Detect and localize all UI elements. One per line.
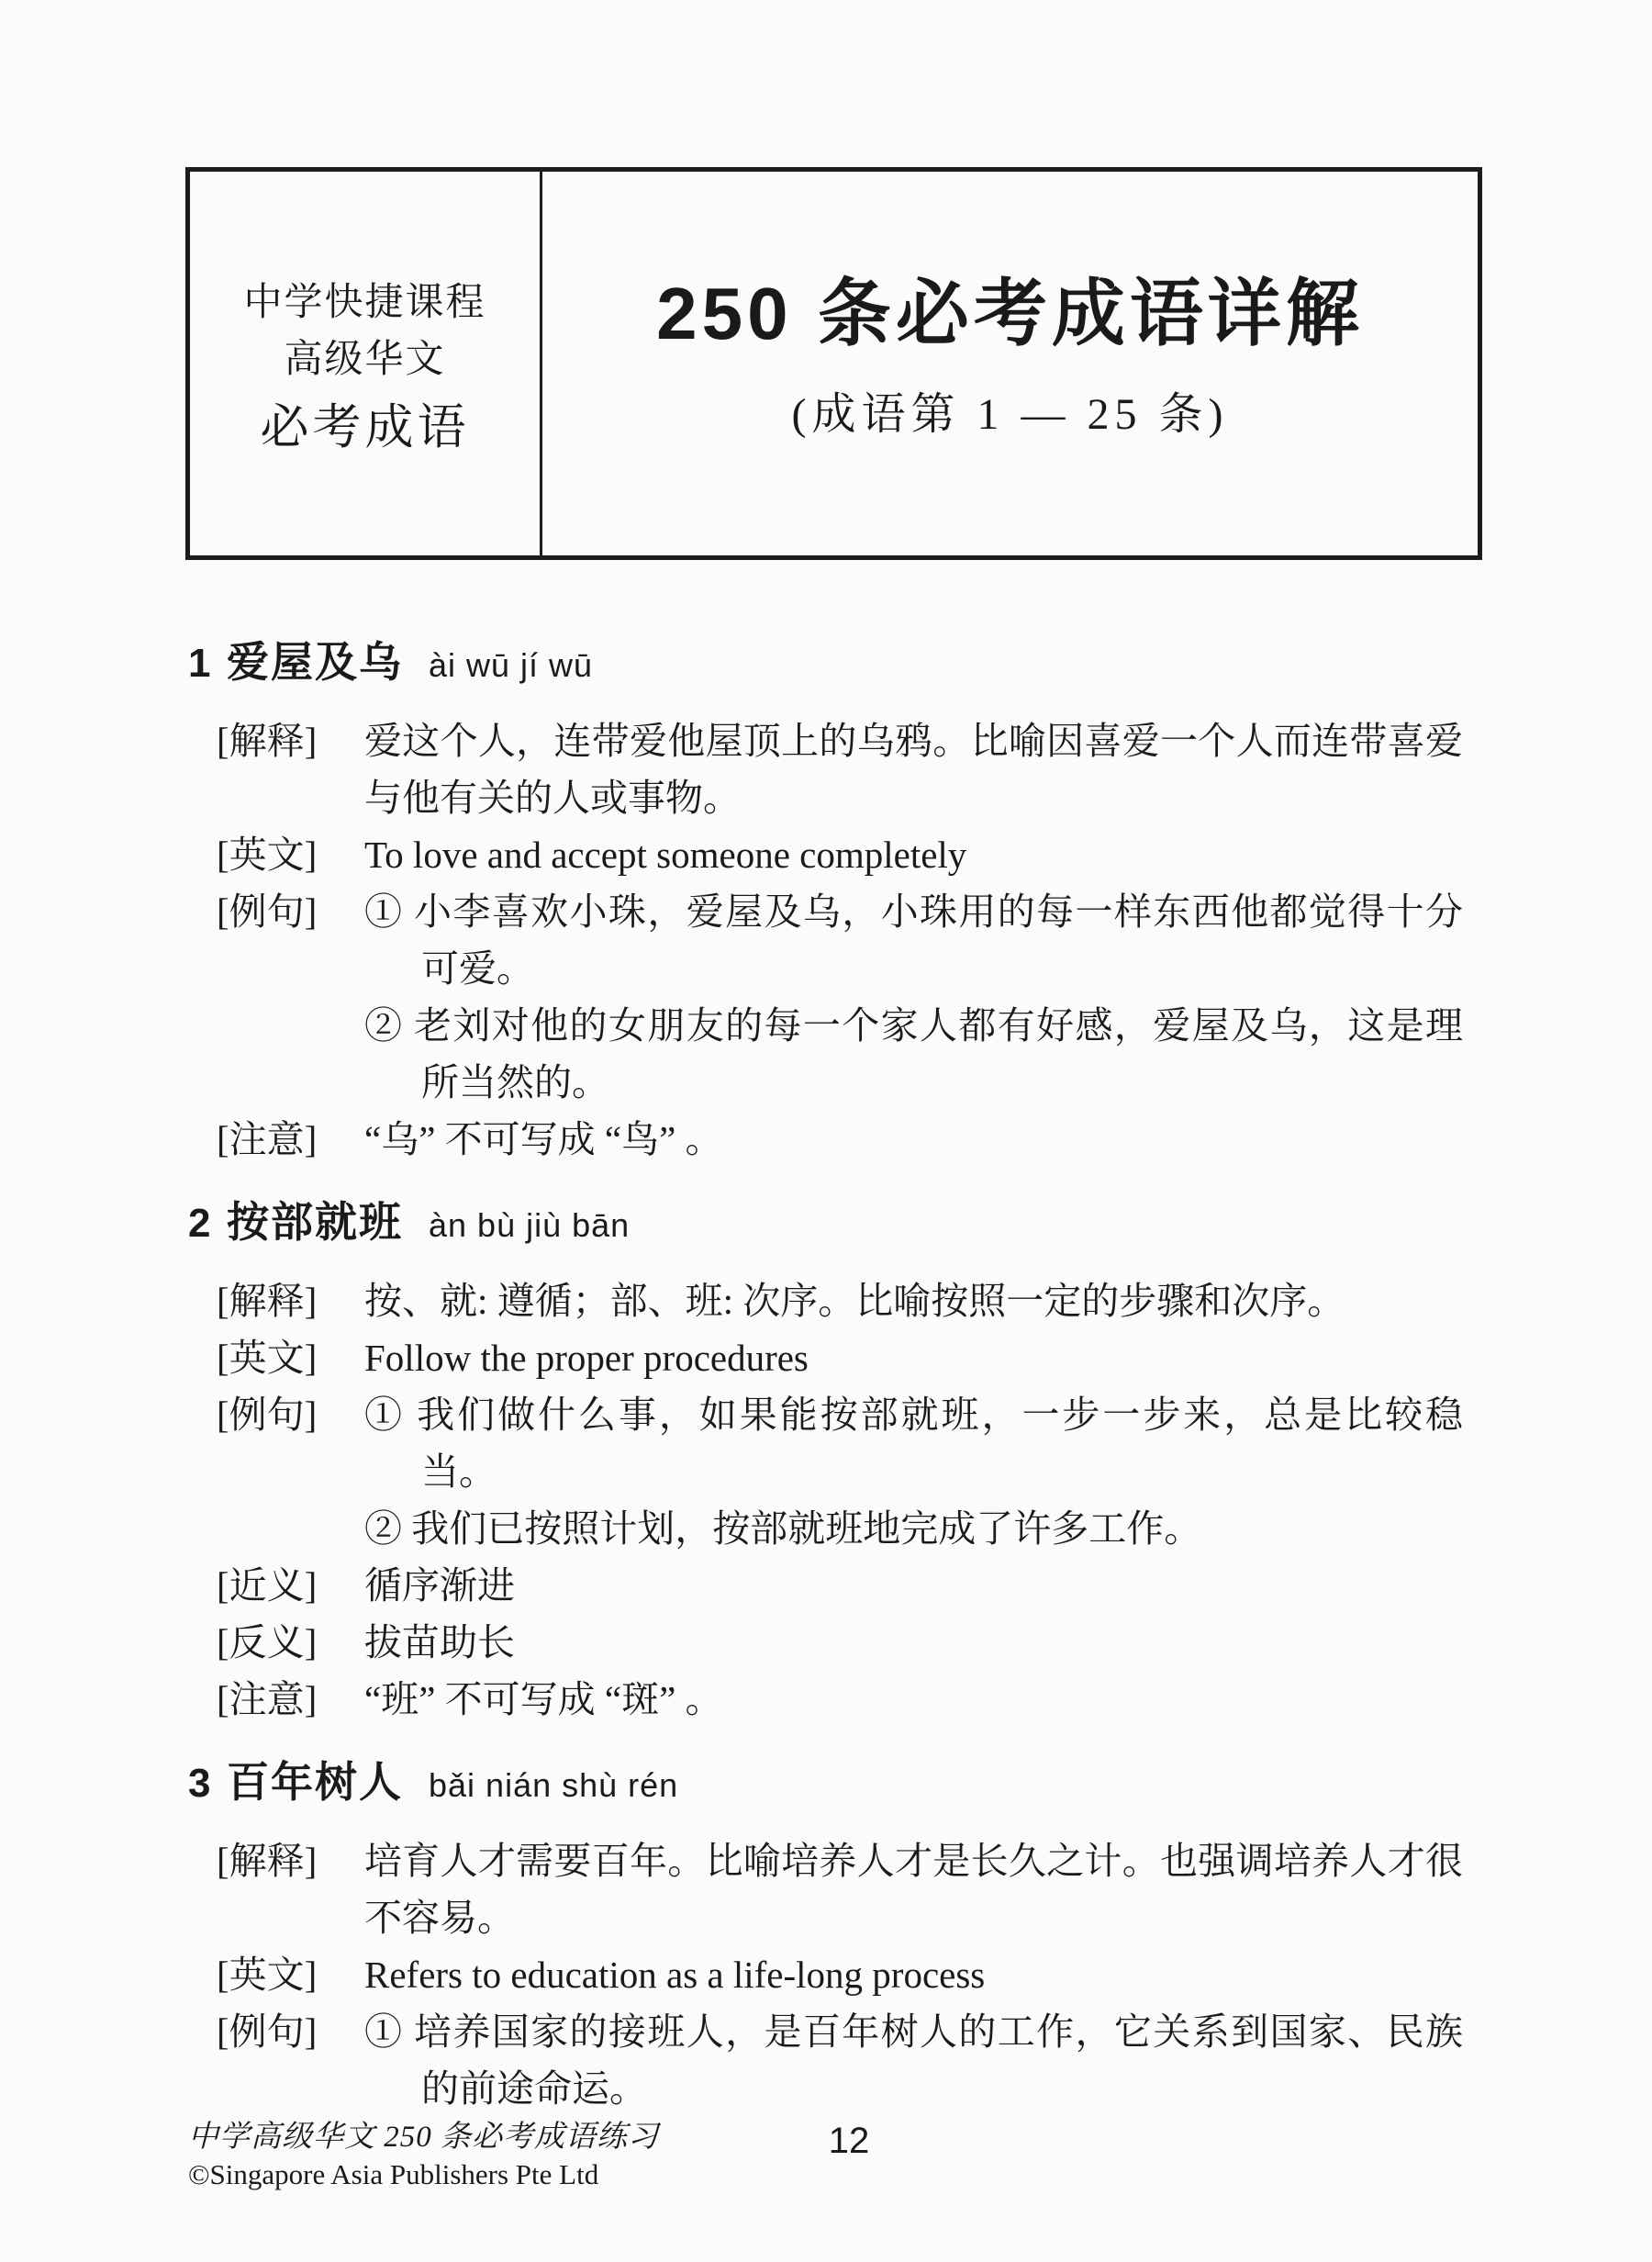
page-subtitle: (成语第 1 — 25 条) — [791, 390, 1229, 439]
row-content: Follow the proper procedures — [364, 1337, 809, 1379]
header-course-cell — [190, 172, 542, 555]
row-label: [近义] — [217, 1564, 318, 1607]
row-content — [364, 883, 1496, 1111]
row-content: To love and accept someone completely — [364, 834, 967, 876]
page-footer — [188, 2119, 1496, 2192]
entry-pinyin: àn bù jiù bān — [429, 1206, 631, 1244]
entry-heading — [188, 1192, 1496, 1256]
header-box — [185, 167, 1482, 560]
course-line-3: 必考成语 — [260, 401, 470, 455]
example-sentence-1: ① 我们做什么事，如果能按部就班，一步一步来，总是比较稳当。 — [364, 1394, 1463, 1493]
note-row — [188, 1111, 1496, 1168]
content-area — [188, 632, 1496, 2117]
example-row — [188, 883, 1496, 1111]
entry-heading — [188, 1752, 1496, 1816]
entry-number: 3 — [188, 1761, 211, 1806]
example-row — [188, 1386, 1496, 1557]
english-row — [188, 1329, 1496, 1386]
entry-idiom: 爱屋及乌 — [227, 638, 403, 686]
course-line-1: 中学快捷课程 — [243, 281, 486, 324]
row-content: 按、就: 遵循；部、班: 次序。比喻按照一定的步骤和次序。 — [364, 1280, 1345, 1322]
english-row — [188, 826, 1496, 883]
row-content: 爱这个人，连带爱他屋顶上的乌鸦。比喻因喜爱一个人而连带喜爱与他有关的人或事物。 — [364, 720, 1463, 819]
row-content: 循序渐进 — [364, 1564, 515, 1607]
english-row — [188, 1946, 1496, 2003]
example-sentence-2: ② 我们已按照计划，按部就班地完成了许多工作。 — [364, 1507, 1202, 1550]
explanation-row — [188, 1832, 1496, 1946]
row-content — [364, 2003, 1496, 2117]
synonym-row — [188, 1557, 1496, 1614]
row-content: “班” 不可写成 “斑” 。 — [364, 1678, 723, 1720]
row-label: [例句] — [217, 2010, 318, 2053]
example-sentence-2: ② 老刘对他的女朋友的每一个家人都有好感，爱屋及乌，这是理所当然的。 — [364, 1004, 1463, 1103]
row-label: [英文] — [217, 1954, 318, 1996]
row-label: [注意] — [217, 1678, 318, 1720]
entry-number: 2 — [188, 1201, 211, 1246]
idiom-entry-3 — [188, 1752, 1496, 2117]
row-label: [英文] — [217, 1337, 318, 1379]
explanation-row — [188, 1272, 1496, 1329]
entry-number: 1 — [188, 641, 211, 686]
page-number: 12 — [828, 2121, 870, 2161]
entry-heading — [188, 632, 1496, 696]
page-title: 250 条必考成语详解 — [656, 273, 1364, 354]
entry-idiom: 百年树人 — [227, 1758, 403, 1806]
row-label: [例句] — [217, 1394, 318, 1436]
entry-pinyin: ài wū jí wū — [429, 646, 594, 684]
example-sentence-1: ① 小李喜欢小珠，爱屋及乌，小珠用的每一样东西他都觉得十分可爱。 — [364, 890, 1463, 990]
course-line-2: 高级华文 — [284, 338, 446, 381]
row-label: [例句] — [217, 890, 318, 933]
example-sentence-1: ① 培养国家的接班人，是百年树人的工作，它关系到国家、民族的前途命运。 — [364, 2010, 1463, 2110]
note-row — [188, 1671, 1496, 1728]
entry-idiom: 按部就班 — [227, 1198, 403, 1246]
row-label: [反义] — [217, 1621, 318, 1663]
row-content — [364, 1386, 1496, 1557]
idiom-entry-2 — [188, 1192, 1496, 1728]
row-content: 培育人才需要百年。比喻培养人才是长久之计。也强调培养人才很不容易。 — [364, 1840, 1463, 1939]
row-label: [英文] — [217, 834, 318, 876]
row-label: [注意] — [217, 1118, 318, 1160]
footer-publisher: ©Singapore Asia Publishers Pte Ltd — [188, 2158, 599, 2190]
row-content: “乌” 不可写成 “鸟” 。 — [364, 1118, 723, 1160]
antonym-row — [188, 1614, 1496, 1671]
footer-book-title: 中学高级华文 250 条必考成语练习 — [188, 2121, 659, 2154]
row-label: [解释] — [217, 1840, 318, 1882]
example-row — [188, 2003, 1496, 2117]
row-content: 拔苗助长 — [364, 1621, 515, 1663]
row-label: [解释] — [217, 720, 318, 762]
header-title-cell — [542, 172, 1478, 555]
idiom-entry-1 — [188, 632, 1496, 1168]
row-content: Refers to education as a life-long process — [364, 1954, 986, 1996]
entry-pinyin: bǎi nián shù rén — [429, 1766, 679, 1804]
row-label: [解释] — [217, 1280, 318, 1322]
explanation-row — [188, 712, 1496, 826]
